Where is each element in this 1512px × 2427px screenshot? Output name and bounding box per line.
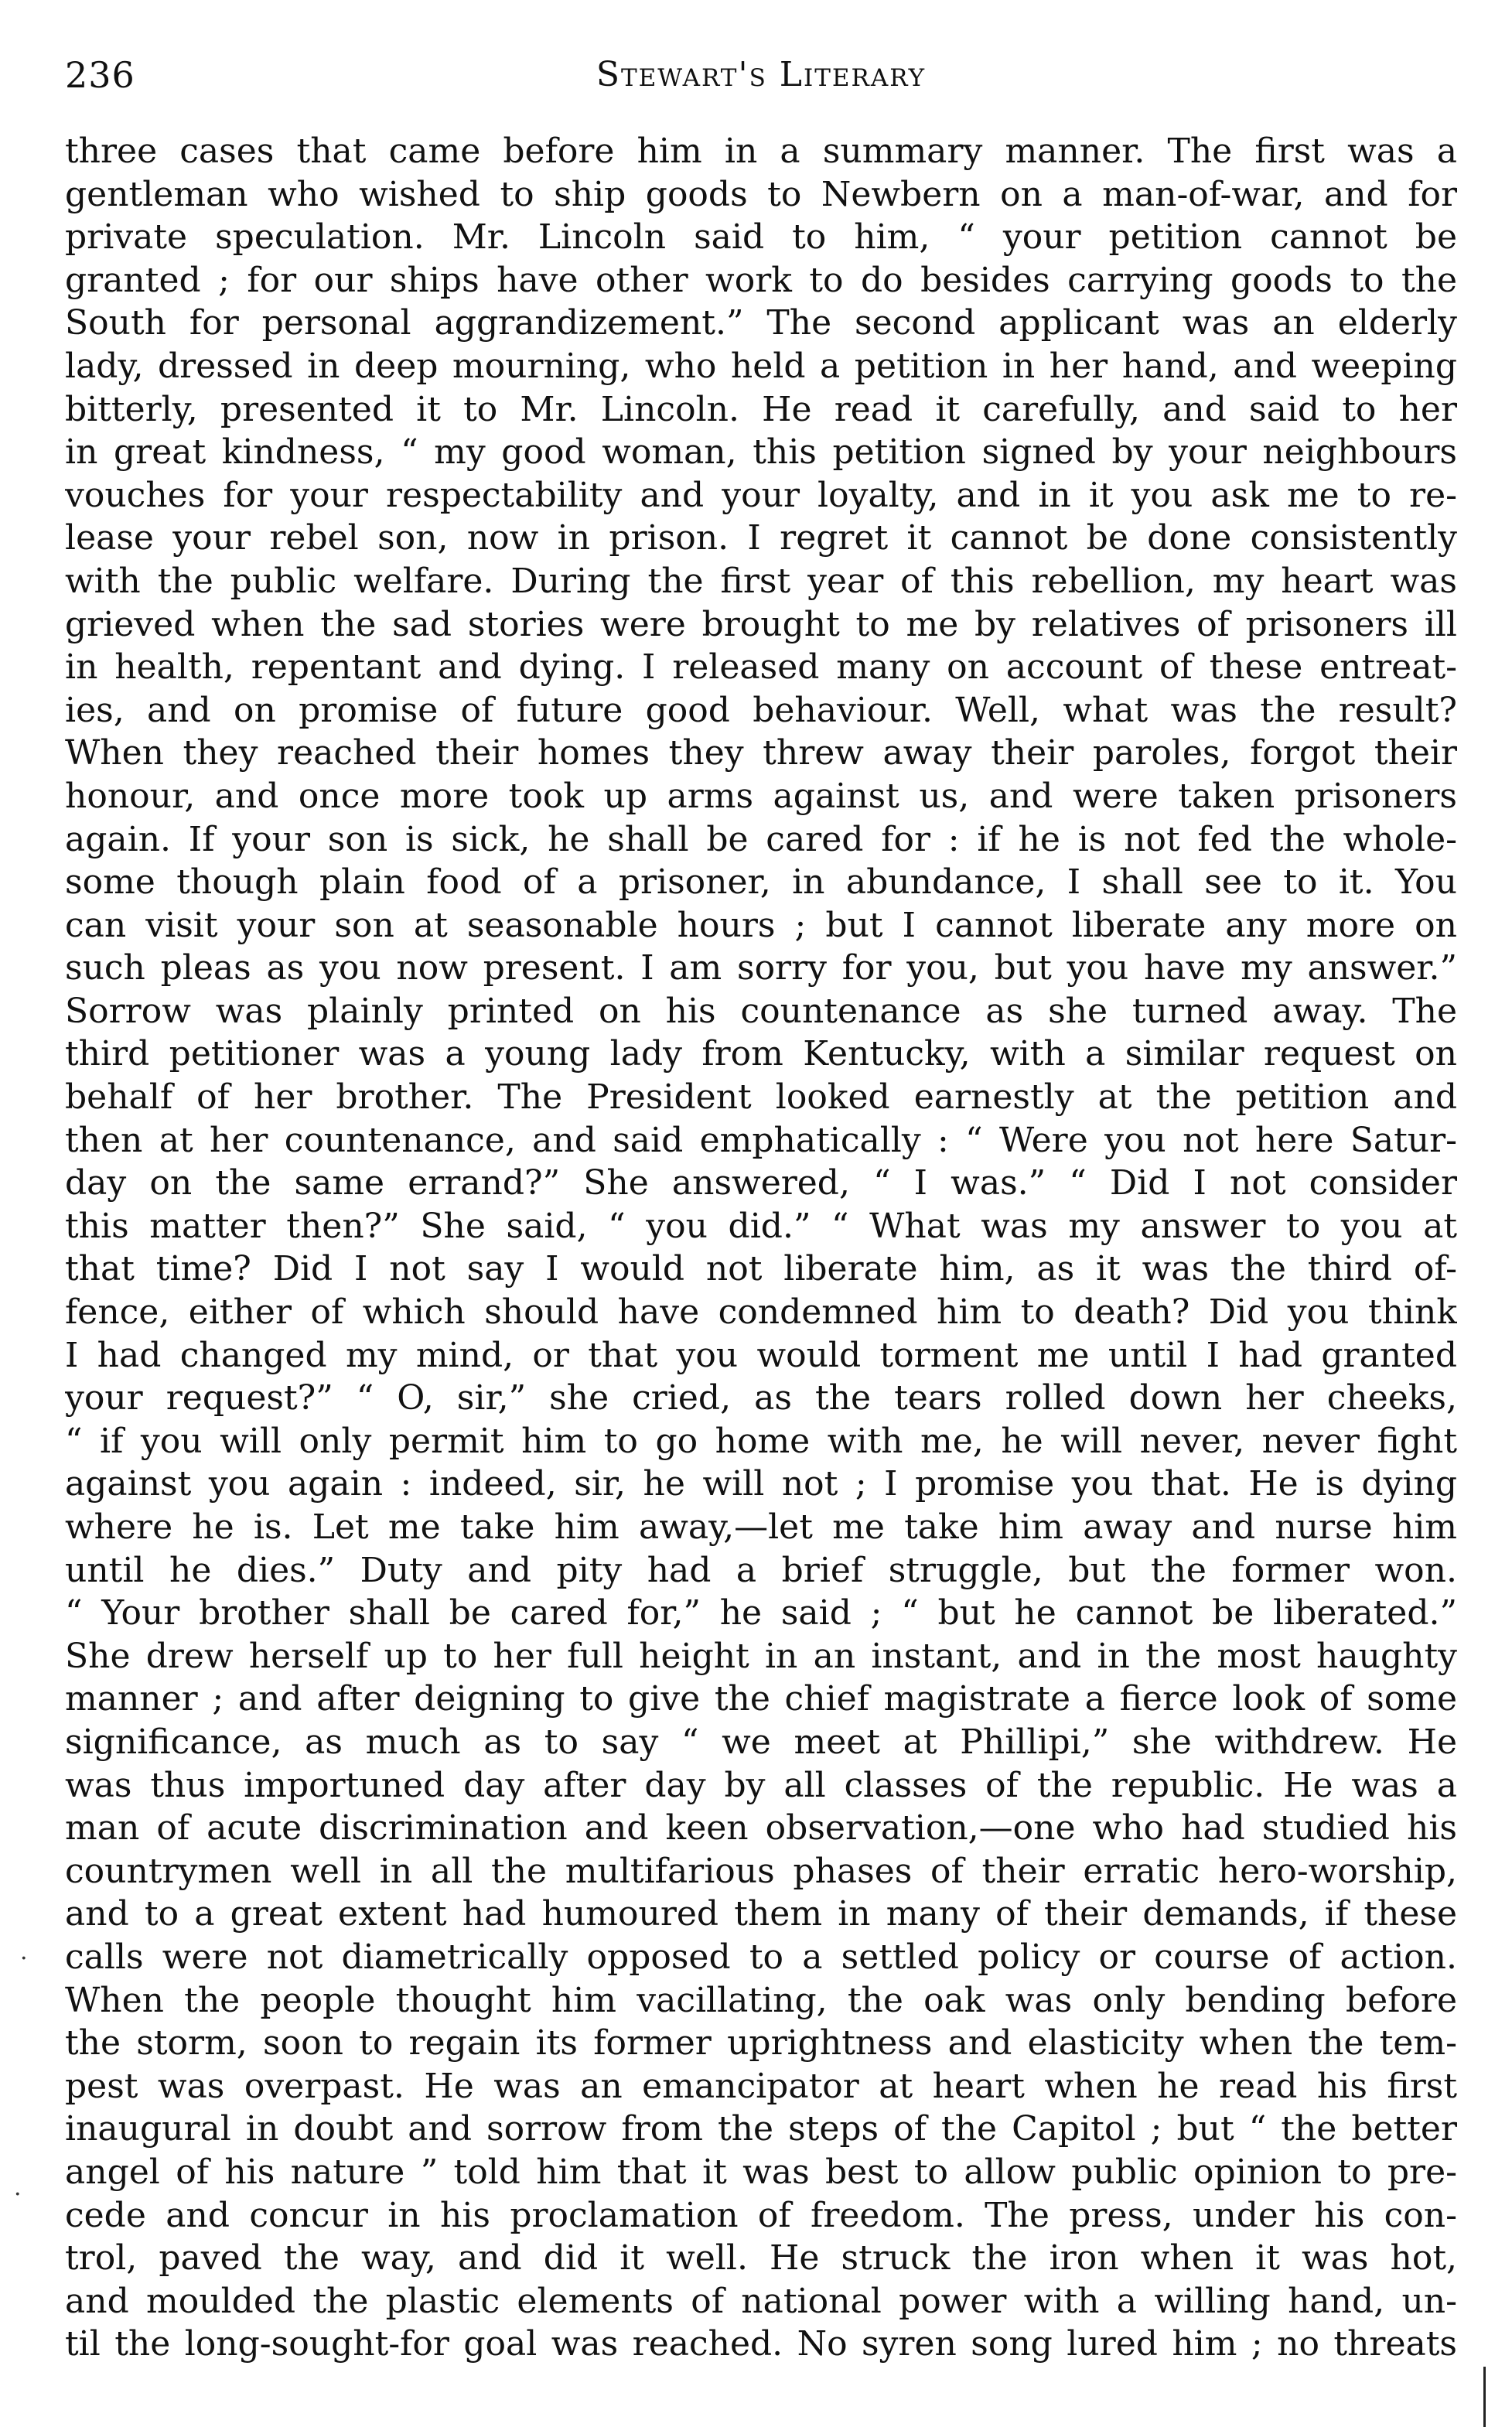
text-line: was thus importuned day after day by all classes of the republic. He was a [65,1765,1457,1805]
text-line: in health, repentant and dying. I released many on account of these entreat- [65,647,1457,688]
text-line: some though plain food of a prisoner, in abundance, I shall see to it. You [65,862,1457,903]
text-line: your request?” “ O, sir,” she cried, as the tears rolled down her cheeks, [65,1378,1457,1418]
text-line: gentleman who wished to ship goods to Newbern on a man-of-war, and for [65,174,1457,214]
text-line: pest was overpast. He was an emancipator at heart when he read his first [65,2066,1457,2106]
text-line: I had changed my mind, or that you would torment me until I had granted [65,1335,1457,1375]
text-line: where he is. Let me take him away,—let me take him away and nurse him [65,1507,1457,1547]
text-line: behalf of her brother. The President looked earnestly at the petition and [65,1077,1457,1118]
text-line: “ Your brother shall be cared for,” he said ; “ but he cannot be liberated.” [65,1593,1457,1633]
text-line: fence, either of which should have condemned him to death? Did you think [65,1292,1457,1333]
text-line: manner ; and after deigning to give the chief magistrate a fierce look of some [65,1679,1457,1719]
text-line: vouches for your respectability and your loyalty, and in it you ask me to re- [65,475,1457,515]
running-title: Stewart's Literary [596,55,927,94]
text-line: until he dies.” Duty and pity had a brief struggle, but the former won. [65,1550,1457,1590]
text-line: against you again : indeed, sir, he will not ; I promise you that. He is dying [65,1464,1457,1504]
text-line: angel of his nature ” told him that it was best to allow public opinion to pre- [65,2152,1457,2192]
text-line: “ if you will only permit him to go home with me, he will never, never fight [65,1421,1457,1461]
page-edge-mark [1483,2367,1486,2427]
body-text [65,130,1457,2366]
text-line: cede and concur in his proclamation of freedom. The press, under his con- [65,2195,1457,2235]
text-line: and moulded the plastic elements of national power with a willing hand, un- [65,2281,1457,2321]
text-line: that time? Did I not say I would not liberate him, as it was the third of- [65,1249,1457,1289]
text-line: When they reached their homes they threw away their paroles, forgot their [65,733,1457,773]
text-line: countrymen well in all the multifarious phases of their erratic hero-worship, [65,1851,1457,1891]
text-line: trol, paved the way, and did it well. He struck the iron when it was hot, [65,2238,1457,2279]
text-line: again. If your son is sick, he shall be cared for : if he is not fed the whole- [65,819,1457,859]
text-line: can visit your son at seasonable hours ; but I cannot liberate any more on [65,905,1457,945]
page-header [65,48,1457,102]
text-line: South for personal aggrandizement.” The second applicant was an elderly [65,303,1457,343]
text-line: such pleas as you now present. I am sorry for you, but you have my answer.” [65,948,1457,988]
text-line: granted ; for our ships have other work to do besides carrying goods to the [65,260,1457,300]
text-line: man of acute discrimination and keen observation,—one who had studied his [65,1808,1457,1848]
text-line: then at her countenance, and said emphatically : “ Were you not here Satur- [65,1120,1457,1160]
text-line: day on the same errand?” She answered, “ I was.” “ Did I not consider [65,1163,1457,1203]
text-line: grieved when the sad stories were brought to me by relatives of prisoners ill [65,604,1457,644]
text-line: and to a great extent had humoured them in many of their demands, if these [65,1894,1457,1934]
text-line: third petitioner was a young lady from Kentucky, with a similar request on [65,1034,1457,1074]
text-line: When the people thought him vacillating, the oak was only bending before [65,1980,1457,2020]
text-line: with the public welfare. During the first year of this rebellion, my heart was [65,561,1457,601]
text-line: bitterly, presented it to Mr. Lincoln. He read it carefully, and said to her [65,389,1457,429]
text-line: ies, and on promise of future good behaviour. Well, what was the result? [65,690,1457,730]
text-line: in great kindness, “ my good woman, this petition signed by your neighbours [65,432,1457,473]
margin-dot: · [14,2181,22,2208]
text-line: lady, dressed in deep mourning, who held a petition in her hand, and weeping [65,346,1457,386]
text-line: She drew herself up to her full height in an instant, and in the most haughty [65,1636,1457,1676]
text-line: this matter then?” She said, “ you did.” “ What was my answer to you at [65,1206,1457,1246]
text-line: Sorrow was plainly printed on his countenance as she turned away. The [65,991,1457,1031]
text-line: private speculation. Mr. Lincoln said to him, “ your petition cannot be [65,217,1457,258]
text-line: inaugural in doubt and sorrow from the steps of the Capitol ; but “ the better [65,2109,1457,2149]
text-line: calls were not diametrically opposed to a settled policy or course of action. [65,1937,1457,1977]
margin-dot: · [20,1945,28,1972]
text-line: significance, as much as to say “ we meet at Phillipi,” she withdrew. He [65,1722,1457,1762]
text-line: three cases that came before him in a summary manner. The first was a [65,131,1457,171]
text-line: lease your rebel son, now in prison. I regret it cannot be done consistently [65,518,1457,558]
text-line: til the long-sought-for goal was reached. No syren song lured him ; no threats [65,2324,1457,2364]
page-number: 236 [65,54,135,96]
text-line: honour, and once more took up arms against us, and were taken prisoners [65,776,1457,816]
text-line: the storm, soon to regain its former uprightness and elasticity when the tem- [65,2023,1457,2063]
